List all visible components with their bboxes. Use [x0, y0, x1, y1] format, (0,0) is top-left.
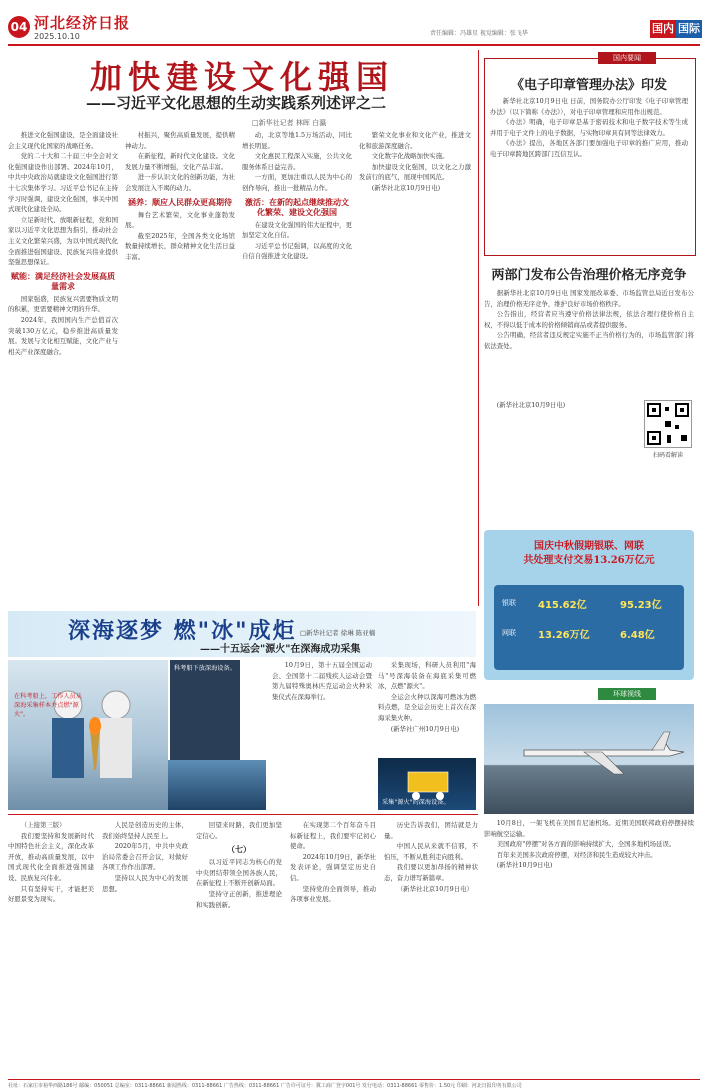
world-view-body	[484, 818, 694, 1076]
main-article-col-1	[8, 130, 118, 608]
article-source: (新华社10月9日电)	[496, 861, 553, 870]
paragraph: 百年来美国多次政府停摆，对经济和民生造成较大冲击。	[496, 850, 657, 859]
ad-title-line-1: 国庆中秋假期银联、网联	[534, 541, 644, 552]
article-source: （新华社北京10月9日电）	[396, 884, 473, 893]
paragraph: 据新华社北京10月9日电 国家发展改革委、市场监管总局近日发布公告，治理价格无序竞争，维护良好市场价格秩序。	[484, 289, 694, 308]
paragraph: 中国人民从来就不信邪，不怕压，不断从胜利走向胜利。	[384, 842, 478, 861]
paragraph: （上接第三版）	[20, 821, 66, 829]
photo-caption: 科考船下放深海设备。	[174, 665, 236, 672]
paragraph: 坚持党的全面领导，推动各项事业发展。	[290, 884, 376, 904]
paragraph: 动，北京等地1.5万场活动，同比增长明显。	[242, 131, 352, 150]
lower-col-1	[8, 820, 94, 1075]
stat-amount-netsunion: 13.26万亿	[538, 630, 590, 641]
paragraph: 繁荣文化事业和文化产业，推进文化和旅游深度融合。	[359, 131, 471, 150]
deep-sea-equipment-photo	[378, 758, 476, 810]
article-source: (新华社广州10月9日电)	[390, 724, 460, 733]
brief-title: 《电子印章管理办法》印发	[510, 78, 667, 93]
stat-count-netsunion: 6.48亿	[620, 630, 655, 641]
paragraph: 回望来时路，我们更加坚定信心。	[196, 821, 282, 840]
paragraph: 我们要坚持和发展新时代中国特色社会主义，深化改革开放，推动高质量发展，以中国式现代化全面推进强国建设、民族复兴伟业。	[8, 831, 94, 882]
qr-code-icon	[645, 401, 691, 447]
feature-byline: □新华社记者 徐琳 陈亚楠	[300, 629, 376, 637]
photo-caption: 10月8日，一架飞机在美国肯尼迪机场。近期美国联邦政府停摆持续影响航空运输。	[484, 819, 694, 838]
feature-col-1	[272, 660, 372, 810]
paragraph: 公告明确，经营者违反规定实施不正当价格行为的，市场监管部门将依法查处。	[484, 331, 694, 350]
paragraph: 加快建设文化强国，以文化之力激发前行的底气，展现中国风范。	[359, 162, 471, 182]
paragraph: 《办法》明确，电子印章是基于密码技术和电子数字技术等生成并用于电子文件上的电子数据，与实物印章具有同等法律效力。	[490, 118, 688, 137]
section-heading: 涵养：顺应人民群众更高期待	[128, 196, 232, 207]
paragraph: 在建设文化强国的伟大征程中，更加坚定文化自信。	[242, 220, 352, 240]
header-rule	[8, 44, 700, 46]
paragraph: 2020年5月，中共中央政治局常委会召开会议，对做好各项工作作出部署。	[102, 842, 188, 872]
paragraph: 村振兴，聚焦高质量发展，提供精神动力。	[125, 131, 235, 150]
newspaper-name: 河北经济日报	[34, 14, 131, 32]
page-number: 04	[8, 16, 30, 38]
main-subtitle: ——习近平文化思想的生动实践系列述评之二	[86, 94, 387, 112]
main-byline: □新华社记者 林晖 白瀛	[252, 119, 327, 127]
paragraph: 文化数字化战略加快实施。	[371, 152, 449, 161]
paragraph: 在实现第二个百年奋斗目标新征程上，我们要牢记初心使命。	[290, 821, 376, 851]
ad-title-line-2: 共处理支付交易13.26万亿元	[523, 555, 655, 566]
section-tab-international[interactable]: 国际	[676, 20, 702, 38]
lower-col-3	[196, 820, 282, 1075]
world-view-label: 环球视线	[598, 688, 656, 700]
article2-title: 两部门发布公告治理价格无序竞争	[491, 268, 687, 283]
stat-label-netsunion: 网联	[502, 629, 516, 637]
paragraph: 习近平总书记强调，以高度的文化自信自强推进文化建设。	[242, 241, 352, 261]
ad-title	[492, 540, 686, 568]
paragraph: 采集现场，科研人员利用"海马"号深海装备在海底采集可燃冰，点燃"源火"。	[378, 661, 476, 691]
footer-rule	[8, 1079, 700, 1080]
section-heading: 激活：在新的起点继续推动文化繁荣、建设文化强国	[245, 196, 349, 217]
paragraph: 坚持以人民为中心的发展思想。	[102, 873, 188, 893]
qr-code[interactable]	[644, 400, 692, 448]
paragraph: 一方面，更加注重以人民为中心的创作导向，推出一批精品力作。	[242, 173, 352, 192]
paragraph: 只有坚持实干，才能把美好愿景变为现实。	[8, 884, 94, 904]
paragraph: 历史告诉我们，团结就是力量。	[384, 821, 478, 840]
feature-subtitle: ——十五运会"源火"在深海成功采集	[200, 644, 361, 655]
paragraph: 党的二十大和二十届三中全会对文化强国建设作出部署。2024年10月，中共中央政治局就建设文化强国进行第十七次集体学习。习近平总书记在主持学习时强调，建设文化强国，事关中国式现代化建设全局。	[8, 152, 118, 214]
main-article-col-2	[125, 130, 235, 608]
feature-title: 深海逐梦 燃"冰"成炬	[68, 618, 297, 644]
paragraph: 在新征程，新时代文化建设。文化发展力量不断增强，文化产品丰富。	[125, 152, 235, 171]
paragraph: 10月9日，第十五届全国运动会、全国第十二届残疾人运动会暨第九届特殊奥林匹克运动会火种采集仪式在深海举行。	[272, 661, 372, 701]
page-header	[0, 0, 708, 46]
section-divider	[8, 814, 478, 815]
paragraph: 立足新时代、放眼新征程，党和国家以习近平文化思想为指引，推动社会主义文化繁荣兴盛，为以中国式现代化全面推进强国建设、民族复兴伟业提供坚强思想保证。	[8, 215, 118, 267]
paragraph: 进一步认识文化的创新功能，为社会发展注入不竭的动力。	[125, 173, 235, 192]
brief-label: 国内要闻	[598, 52, 656, 64]
paragraph: 舞台艺术繁荣，文化事业蓬勃发展。	[125, 210, 235, 230]
photo-caption: 采集"源火"的深海设备。	[382, 799, 450, 806]
photo-caption: 在科考船上，工作人员从深海采集样本并点燃"源火"。	[14, 693, 83, 718]
section-tab-domestic[interactable]: 国内	[650, 20, 676, 38]
lower-col-2	[102, 820, 188, 1075]
issue-date: 2025.10.10	[34, 32, 80, 41]
paragraph: 新华社北京10月9日电 日前，国务院办公厅印发《电子印章管理办法》（以下简称《办法》），对电子印章管理和应用作出规范。	[490, 97, 688, 116]
lower-col-4	[290, 820, 376, 1075]
lower-col-5	[384, 820, 478, 1075]
article2-body	[484, 288, 694, 398]
article-source: (新华社北京10月9日电)	[371, 183, 441, 192]
airplane-icon	[484, 704, 694, 814]
footer-info: 社址：石家庄市裕华西路186号 邮编：050051 总编室：0311-88661 新闻热线：0311-88661 广告热线：0311-88661 广告许可证号：冀工商广登字001号 发行电话：0311-88661 零售价：1.50元 印刷：河北日报印务有限公司	[8, 1083, 522, 1089]
airport-photo	[484, 704, 694, 814]
paragraph: 2024年10月9日，新华社发表评论，强调坚定历史自信。	[290, 852, 376, 882]
section-heading: 赋能：满足经济社会发展高质量需求	[11, 270, 115, 291]
feature-col-2	[378, 660, 476, 755]
article2-body-cont	[484, 400, 634, 518]
main-headline: 加快建设文化强国	[89, 58, 394, 96]
paragraph: 推进文化强国建设，是全面建设社会主义现代化国家的战略任务。	[8, 131, 118, 150]
brief-body	[490, 96, 688, 250]
paragraph: 国家强盛，民族复兴需要物质文明的积累，更需要精神文明的升华。	[8, 294, 118, 314]
paragraph: 美国政府"停摆"对各方面的影响持续扩大，全国多地机场延误。	[496, 840, 676, 849]
section-heading: （七）	[227, 844, 251, 855]
article-source: (新华社北京10月9日电)	[496, 401, 566, 409]
torch-lighting-photo	[8, 660, 168, 810]
paragraph: 坚持守正创新，推进理论和实践创新。	[196, 889, 282, 909]
paragraph: 人民是创造历史的主体，我们始终坚持人民至上。	[102, 821, 188, 840]
torch-icon	[8, 660, 168, 810]
stat-amount-unionpay: 415.62亿	[538, 600, 587, 611]
paragraph: 2024年，我国国内生产总值首次突破130万亿元，稳步推进高质量发展。发展与文化相互赋能，文化产业与相关产业深度融合。	[8, 315, 118, 356]
paragraph: 《办法》提出，各地区各部门要加强电子印章的推广应用，推动电子印章跨地区跨部门互信互认。	[490, 139, 688, 158]
paragraph: 我们要以更加昂扬的精神状态，奋力谱写新篇章。	[384, 863, 478, 882]
qr-label: 扫码看解读	[652, 452, 683, 459]
stat-count-unionpay: 95.23亿	[620, 600, 662, 611]
column-divider	[478, 50, 479, 606]
paragraph: 文化惠民工程深入实施，公共文化服务体系日益完善。	[242, 152, 352, 171]
paragraph: 以习近平同志为核心的党中央团结带领全国各族人民，在新征程上不断开创新局面。	[196, 858, 282, 888]
paragraph: 截至2025年，全国各类文化场馆数量持续增长，群众精神文化生活日益丰富。	[125, 231, 235, 261]
paragraph: 全运会火种以深海可燃冰为燃料点燃，是全运会历史上首次在深海采集火种。	[378, 692, 476, 722]
main-article-col-3	[242, 130, 352, 608]
main-article-col-4	[359, 130, 471, 608]
sea-photo	[168, 760, 266, 810]
stat-label-unionpay: 银联	[502, 599, 516, 607]
editor-credits: 责任编辑：冯雄星 视觉编辑：张飞华	[430, 30, 528, 37]
paragraph: 公告指出，经营者应当遵守价格法律法规，依法合理行使价格自主权，不得以低于成本的价格倾销商品或者提供服务。	[484, 310, 694, 329]
